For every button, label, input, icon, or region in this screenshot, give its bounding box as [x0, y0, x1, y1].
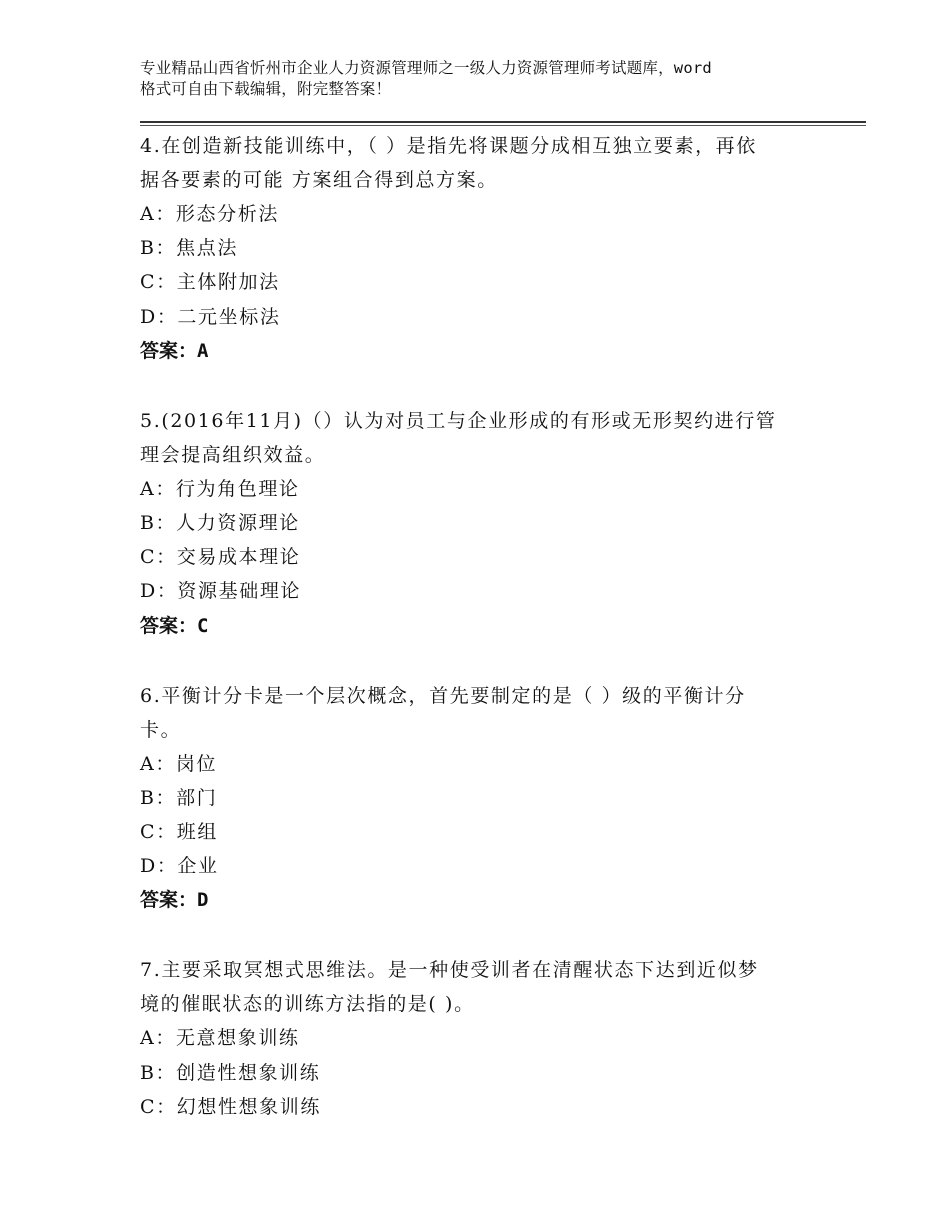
question-stem-line: 卡。	[140, 718, 182, 741]
option-a: A：无意想象训练	[140, 1027, 300, 1050]
option-c: C：主体附加法	[140, 271, 280, 294]
question-stem-line: 境的催眠状态的训练方法指的是( )。	[140, 993, 475, 1016]
answer-label: 答案：A	[140, 339, 209, 362]
option-c: C：交易成本理论	[140, 546, 301, 569]
option-a: A：岗位	[140, 752, 218, 775]
answer-label: 答案：C	[140, 614, 209, 637]
question-4	[140, 129, 840, 368]
header-line-2: 格式可自由下载编辑，附完整答案！	[140, 80, 392, 98]
option-a: A：形态分析法	[140, 203, 279, 225]
option-d: D：资源基础理论	[140, 580, 302, 603]
question-5	[140, 404, 840, 643]
option-c: C：幻想性想象训练	[140, 1095, 321, 1118]
header-line-1: 专业精品山西省忻州市企业人力资源管理师之一级人力资源管理师考试题库，word	[140, 59, 712, 77]
option-b: B：人力资源理论	[140, 512, 300, 535]
header-divider-thin	[140, 125, 866, 126]
option-c: C：班组	[140, 821, 218, 844]
question-7	[140, 953, 840, 1124]
option-b: B：焦点法	[140, 237, 238, 260]
question-stem-line: 7.主要采取冥想式思维法。是一种使受训者在清醒状态下达到近似梦	[140, 959, 759, 982]
answer-label: 答案：D	[140, 889, 209, 912]
option-a: A：行为角色理论	[140, 477, 300, 500]
question-stem-line: 5.(2016年11月)（）认为对员工与企业形成的有形或无形契约进行管	[140, 409, 777, 432]
question-stem-line: 4.在创造新技能训练中，（ ）是指先将课题分成相互独立要素，再依	[140, 135, 757, 157]
option-d: D：企业	[140, 855, 219, 878]
option-b: B：创造性想象训练	[140, 1061, 321, 1084]
question-stem-line: 据各要素的可能 方案组合得到总方案。	[140, 169, 498, 191]
question-stem-line: 6.平衡计分卡是一个层次概念，首先要制定的是（ ）级的平衡计分	[140, 684, 746, 707]
option-d: D：二元坐标法	[140, 305, 281, 328]
question-stem-line: 理会提高组织效益。	[140, 443, 326, 466]
header-divider-thick	[140, 121, 866, 123]
option-b: B：部门	[140, 786, 218, 809]
question-6	[140, 679, 840, 918]
question-list	[140, 129, 840, 1160]
document-header	[140, 58, 830, 100]
